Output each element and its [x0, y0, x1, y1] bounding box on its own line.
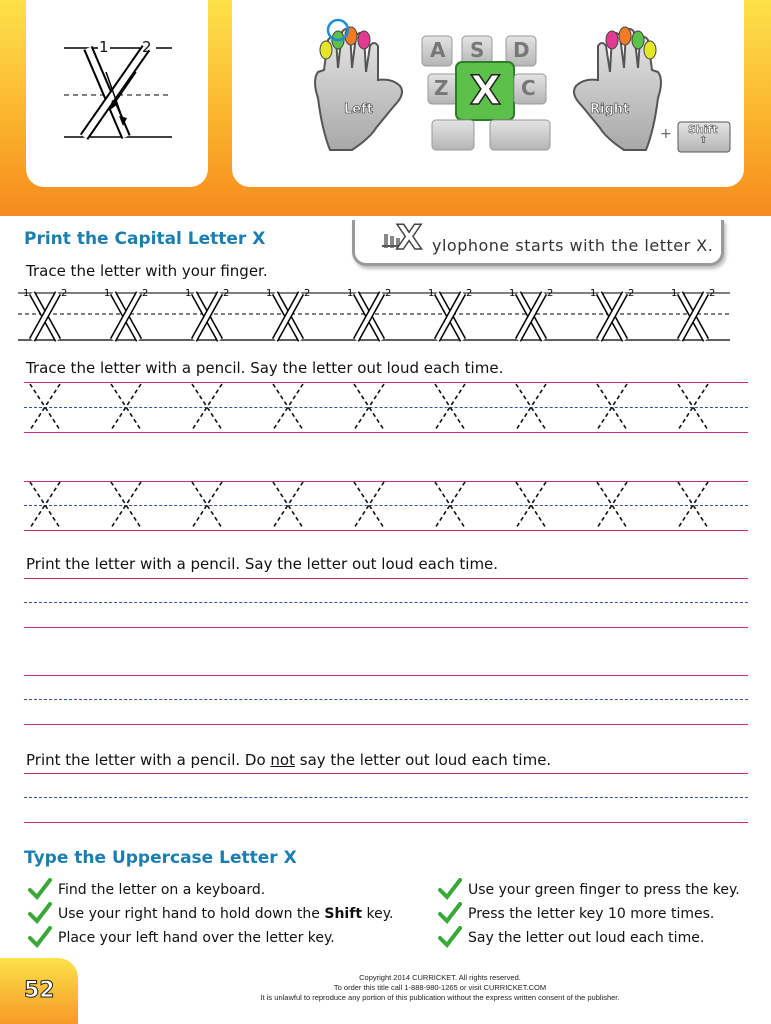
check-icon	[28, 878, 52, 900]
dashed-x-glyph	[597, 384, 627, 430]
list-item-text: Press the letter key 10 more times.	[468, 906, 715, 922]
stroke-number-2: 2	[61, 288, 68, 299]
key-a-label: A	[430, 38, 446, 62]
key-d-label: D	[513, 38, 530, 62]
stroke-number-1: 1	[185, 288, 192, 299]
check-icon	[28, 926, 52, 948]
dashed-x-glyph	[678, 384, 708, 430]
list-item	[58, 906, 393, 922]
dashed-x-glyph	[678, 482, 708, 528]
left-hand-label: Left	[344, 102, 373, 117]
keyboard-guide-card	[232, 0, 744, 187]
write-line-bottom[interactable]	[24, 822, 748, 823]
stroke-number-2: 2	[142, 38, 152, 56]
stroke-number-1: 1	[671, 288, 678, 299]
copyright-line: Copyright 2014 CURRICKET. All rights reserved.	[359, 973, 521, 982]
key-z-label: Z	[434, 76, 449, 100]
instruction-trace-pencil: Trace the letter with a pencil. Say the letter out loud each time.	[26, 359, 504, 377]
xylophone-big-letter: X	[396, 218, 423, 258]
key-x-label: X	[470, 68, 501, 114]
dashed-x-glyph	[192, 482, 222, 528]
dashed-x-glyph	[111, 482, 141, 528]
plus-sign: +	[660, 126, 672, 142]
shift-word: Shift	[324, 906, 363, 922]
list-item-text: Find the letter on a keyboard.	[58, 882, 266, 898]
instruction-trace-finger: Trace the letter with your finger.	[26, 262, 268, 280]
write-line-mid[interactable]	[24, 699, 748, 700]
list-item	[468, 882, 740, 898]
list-item-text: Say the letter out loud each time.	[468, 930, 705, 946]
write-line-bottom[interactable]	[24, 724, 748, 725]
dashed-x-glyph	[30, 482, 60, 528]
stroke-number-1: 1	[428, 288, 435, 299]
dashed-x-glyph	[597, 482, 627, 528]
stroke-number-1: 1	[104, 288, 111, 299]
list-item-text: Use your green finger to press the key.	[468, 882, 740, 898]
dashed-x-glyph	[435, 384, 465, 430]
instruction-not-word: not	[270, 751, 295, 769]
stroke-number-1: 1	[509, 288, 516, 299]
list-item	[58, 930, 335, 946]
list-item	[58, 882, 265, 898]
stroke-number-1: 1	[590, 288, 597, 299]
pencil-trace-row-1	[0, 378, 771, 438]
list-item	[468, 930, 704, 946]
list-item	[468, 906, 714, 922]
instruction-print-no-say	[26, 751, 551, 769]
write-line-top[interactable]	[24, 773, 748, 774]
dashed-x-glyph	[516, 482, 546, 528]
pencil-trace-row-2	[0, 476, 771, 536]
stroke-number-2: 2	[385, 288, 392, 299]
stroke-number-1: 1	[266, 288, 273, 299]
key-s-label: S	[470, 38, 485, 62]
stroke-number-2: 2	[547, 288, 554, 299]
stroke-number-1: 1	[347, 288, 354, 299]
write-line-top[interactable]	[24, 675, 748, 676]
write-line-bottom[interactable]	[24, 627, 748, 628]
stroke-number-2: 2	[304, 288, 311, 299]
dashed-x-glyph	[273, 482, 303, 528]
order-line: To order this title call 1-888-980-1265 or visit CURRICKET.COM	[333, 983, 547, 992]
check-icon	[28, 902, 52, 924]
finger-trace-row	[0, 284, 771, 344]
write-line-top[interactable]	[24, 578, 748, 579]
dashed-x-glyph	[354, 482, 384, 528]
type-section-title: Type the Uppercase Letter X	[24, 848, 297, 868]
stroke-number-2: 2	[142, 288, 149, 299]
write-line-mid[interactable]	[24, 602, 748, 603]
instruction-part-1: Print the letter with a pencil. Do	[26, 751, 271, 769]
page-number: 52	[24, 978, 55, 1003]
dashed-x-glyph	[273, 384, 303, 430]
shift-key-label: Shift	[688, 123, 718, 136]
xylophone-sentence: ylophone starts with the letter X.	[432, 236, 714, 255]
legal-line: It is unlawful to reproduce any portion of this publication without the express written consent of the publisher.	[260, 993, 620, 1002]
print-section-title: Print the Capital Letter X	[24, 229, 266, 249]
dashed-x-glyph	[30, 384, 60, 430]
stroke-guide-diagram	[26, 0, 208, 187]
stroke-number-2: 2	[466, 288, 473, 299]
stroke-number-2: 2	[709, 288, 716, 299]
dashed-x-glyph	[516, 384, 546, 430]
key-c-label: C	[521, 76, 536, 100]
dashed-x-glyph	[111, 384, 141, 430]
dashed-x-glyph	[192, 384, 222, 430]
letter-guide-card	[26, 0, 208, 187]
check-icon	[438, 902, 462, 924]
right-hand-label: Right	[590, 102, 630, 117]
write-line-mid[interactable]	[24, 797, 748, 798]
list-item-text-post: key.	[362, 906, 394, 922]
dashed-x-glyph	[435, 482, 465, 528]
stroke-number-2: 2	[223, 288, 230, 299]
stroke-number-2: 2	[628, 288, 635, 299]
dashed-x-glyph	[354, 384, 384, 430]
list-item-text: Place your left hand over the letter key.	[58, 930, 335, 946]
instruction-part-2: say the letter out loud each time.	[294, 751, 552, 769]
check-icon	[438, 878, 462, 900]
instruction-print-say: Print the letter with a pencil. Say the letter out loud each time.	[26, 555, 499, 573]
stroke-number-1: 1	[99, 38, 109, 56]
shift-arrow-icon: ⇧	[699, 135, 708, 146]
stroke-number-1: 1	[23, 288, 30, 299]
list-item-text-pre: Use your right hand to hold down the	[58, 906, 325, 922]
check-icon	[438, 926, 462, 948]
